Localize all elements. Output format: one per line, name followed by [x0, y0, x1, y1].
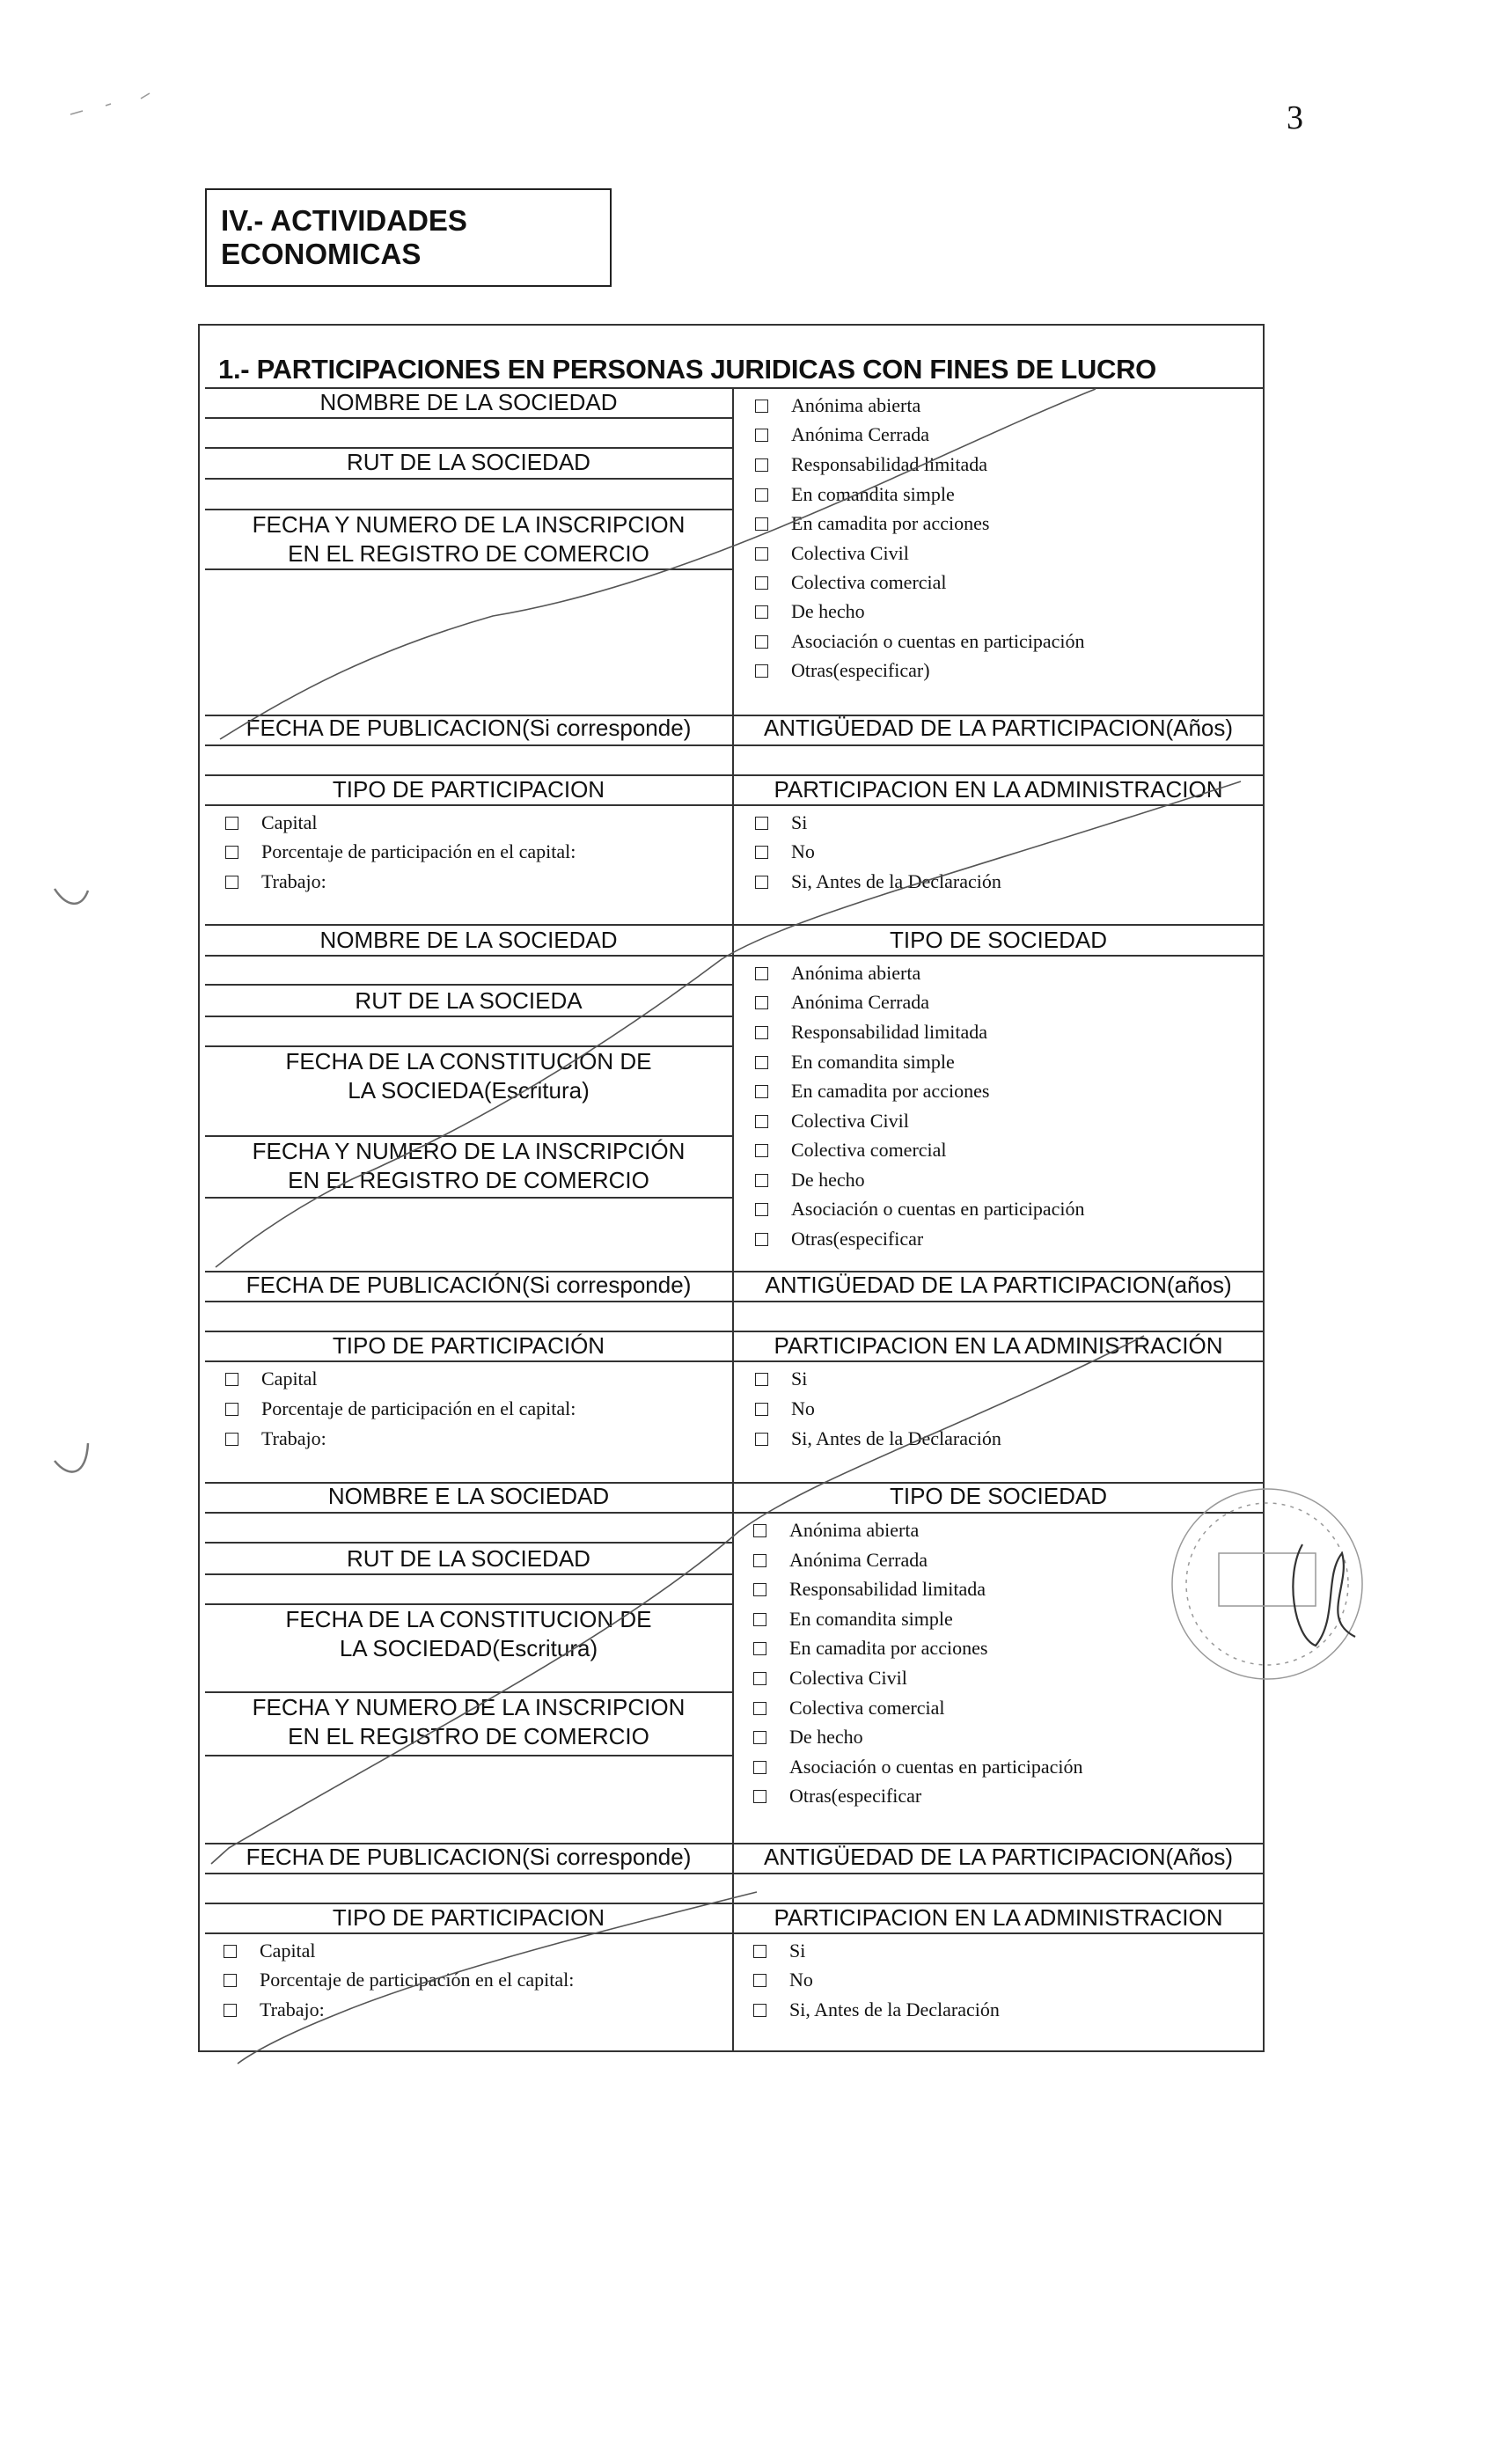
- cancel-stroke-4: [238, 1892, 757, 2064]
- administracion-option[interactable]: No: [753, 1969, 813, 1991]
- participacion-option[interactable]: Porcentaje de participación en el capital:: [224, 1969, 574, 1991]
- tipo-sociedad-option[interactable]: En comandita simple: [755, 1051, 955, 1074]
- administracion-label: PARTICIPACION EN LA ADMINISTRACION: [774, 776, 1223, 803]
- tipo-sociedad-option[interactable]: De hecho: [755, 600, 865, 623]
- form-title: 1.- PARTICIPACIONES EN PERSONAS JURIDICAS CON FINES DE LUCRO: [218, 354, 1156, 385]
- administracion-option[interactable]: Si, Antes de la Declaración: [753, 1998, 1000, 2021]
- participacion-option[interactable]: Capital: [225, 1368, 318, 1390]
- constitucion-label: FECHA DE LA CONSTITUCION DE LA SOCIEDA(Escritura): [285, 1048, 652, 1104]
- tipo-sociedad-option[interactable]: Colectiva comercial: [755, 1139, 947, 1162]
- antiguedad-label: ANTIGÜEDAD DE LA PARTICIPACION(Años): [763, 715, 1234, 741]
- cancel-stroke-2: [216, 781, 1241, 1267]
- participacion-option[interactable]: Trabajo:: [225, 1427, 326, 1450]
- administracion-option[interactable]: Si, Antes de la Declaración: [755, 1427, 1001, 1450]
- tipo-sociedad-option[interactable]: Anónima abierta: [753, 1519, 919, 1542]
- participacion-option[interactable]: Capital: [225, 811, 318, 834]
- cancel-stroke-3: [211, 1336, 1144, 1864]
- page-number: 3: [1287, 99, 1303, 136]
- inscripcion-label: FECHA Y NUMERO DE LA INSCRIPCION EN EL REGISTRO DE COMERCIO: [252, 511, 686, 567]
- punch-hole-mark-1: [55, 889, 88, 904]
- tipo-sociedad-option[interactable]: Responsabilidad limitada: [755, 1021, 987, 1044]
- administracion-option[interactable]: Si: [755, 1368, 807, 1390]
- participacion-option[interactable]: Porcentaje de participación en el capital:: [225, 840, 576, 863]
- inscripcion-label: FECHA Y NUMERO DE LA INSCRIPCIÓN EN EL REGISTRO DE COMERCIO: [252, 1138, 686, 1193]
- administracion-option[interactable]: Si, Antes de la Declaración: [755, 870, 1001, 893]
- participacion-option[interactable]: Capital: [224, 1940, 316, 1962]
- tipo-sociedad-option[interactable]: Otras(especificar: [753, 1785, 921, 1808]
- antiguedad-label: ANTIGÜEDAD DE LA PARTICIPACION(Años): [763, 1844, 1234, 1870]
- tipo-sociedad-option[interactable]: En camadita por acciones: [755, 1080, 989, 1103]
- constitucion-label: FECHA DE LA CONSTITUCION DE LA SOCIEDAD(Escritura): [285, 1606, 652, 1661]
- tipo-sociedad-option[interactable]: Asociación o cuentas en participación: [753, 1756, 1083, 1778]
- tipo-sociedad-option[interactable]: Anónima Cerrada: [753, 1549, 928, 1572]
- tipo-sociedad-option[interactable]: En camadita por acciones: [755, 512, 989, 535]
- tipo-sociedad-option[interactable]: Colectiva comercial: [753, 1697, 945, 1720]
- cancel-stroke-1: [220, 389, 1096, 739]
- nombre-sociedad-label: NOMBRE E LA SOCIEDAD: [327, 1483, 610, 1509]
- tipo-sociedad-label: TIPO DE SOCIEDAD: [889, 1483, 1108, 1509]
- tipo-sociedad-option[interactable]: Colectiva Civil: [755, 542, 909, 565]
- tipo-sociedad-option[interactable]: Anónima Cerrada: [755, 991, 929, 1014]
- section-title: IV.- ACTIVIDADES ECONOMICAS: [205, 188, 612, 287]
- rut-sociedad-label: RUT DE LA SOCIEDAD: [347, 1545, 590, 1572]
- tipo-sociedad-option[interactable]: Anónima abierta: [755, 394, 920, 417]
- municipal-stamp: [1172, 1489, 1362, 1679]
- publicacion-label: FECHA DE PUBLICACION(Si corresponde): [246, 715, 692, 741]
- tipo-sociedad-option[interactable]: De hecho: [753, 1726, 863, 1749]
- tipo-sociedad-option[interactable]: En comandita simple: [755, 483, 955, 506]
- rut-sociedad-label: RUT DE LA SOCIEDA: [355, 987, 583, 1014]
- participacion-option[interactable]: Trabajo:: [224, 1998, 325, 2021]
- publicacion-label: FECHA DE PUBLICACION(Si corresponde): [246, 1844, 692, 1870]
- administracion-label: PARTICIPACION EN LA ADMINISTRACIÓN: [774, 1332, 1223, 1359]
- tipo-participacion-label: TIPO DE PARTICIPACION: [332, 776, 605, 803]
- nombre-sociedad-label: NOMBRE DE LA SOCIEDAD: [319, 389, 618, 415]
- inscripcion-label: FECHA Y NUMERO DE LA INSCRIPCION EN EL REGISTRO DE COMERCIO: [252, 1694, 686, 1749]
- signature: [1293, 1544, 1355, 1646]
- administracion-option[interactable]: Si: [753, 1940, 805, 1962]
- antiguedad-label: ANTIGÜEDAD DE LA PARTICIPACION(años): [765, 1272, 1232, 1298]
- rut-sociedad-label: RUT DE LA SOCIEDAD: [347, 449, 590, 475]
- tipo-sociedad-option[interactable]: Colectiva comercial: [755, 571, 947, 594]
- tipo-sociedad-label: TIPO DE SOCIEDAD: [889, 927, 1108, 953]
- publicacion-label: FECHA DE PUBLICACIÓN(Si corresponde): [246, 1272, 692, 1298]
- tipo-sociedad-option[interactable]: Otras(especificar: [755, 1228, 923, 1250]
- participacion-option[interactable]: Trabajo:: [225, 870, 326, 893]
- administracion-option[interactable]: No: [755, 1397, 815, 1420]
- tipo-sociedad-option[interactable]: En camadita por acciones: [753, 1637, 987, 1660]
- tipo-participacion-label: TIPO DE PARTICIPACIÓN: [332, 1332, 605, 1359]
- tipo-sociedad-option[interactable]: Asociación o cuentas en participación: [755, 630, 1085, 653]
- tipo-sociedad-option[interactable]: Otras(especificar): [755, 659, 930, 682]
- administracion-option[interactable]: Si: [755, 811, 807, 834]
- tipo-sociedad-option[interactable]: De hecho: [755, 1169, 865, 1192]
- tipo-sociedad-option[interactable]: Responsabilidad limitada: [753, 1578, 986, 1601]
- tipo-sociedad-option[interactable]: Asociación o cuentas en participación: [755, 1198, 1085, 1221]
- participacion-option[interactable]: Porcentaje de participación en el capital:: [225, 1397, 576, 1420]
- tipo-sociedad-option[interactable]: Anónima abierta: [755, 962, 920, 985]
- tipo-sociedad-option[interactable]: Anónima Cerrada: [755, 423, 929, 446]
- scan-speck: [70, 93, 150, 114]
- administracion-label: PARTICIPACION EN LA ADMINISTRACION: [774, 1904, 1223, 1931]
- tipo-sociedad-option[interactable]: Responsabilidad limitada: [755, 453, 987, 476]
- tipo-participacion-label: TIPO DE PARTICIPACION: [332, 1904, 605, 1931]
- punch-hole-mark-2: [55, 1443, 88, 1472]
- tipo-sociedad-option[interactable]: Colectiva Civil: [755, 1110, 909, 1133]
- nombre-sociedad-label: NOMBRE DE LA SOCIEDAD: [319, 927, 618, 953]
- tipo-sociedad-option[interactable]: En comandita simple: [753, 1608, 953, 1631]
- tipo-sociedad-option[interactable]: Colectiva Civil: [753, 1667, 907, 1690]
- administracion-option[interactable]: No: [755, 840, 815, 863]
